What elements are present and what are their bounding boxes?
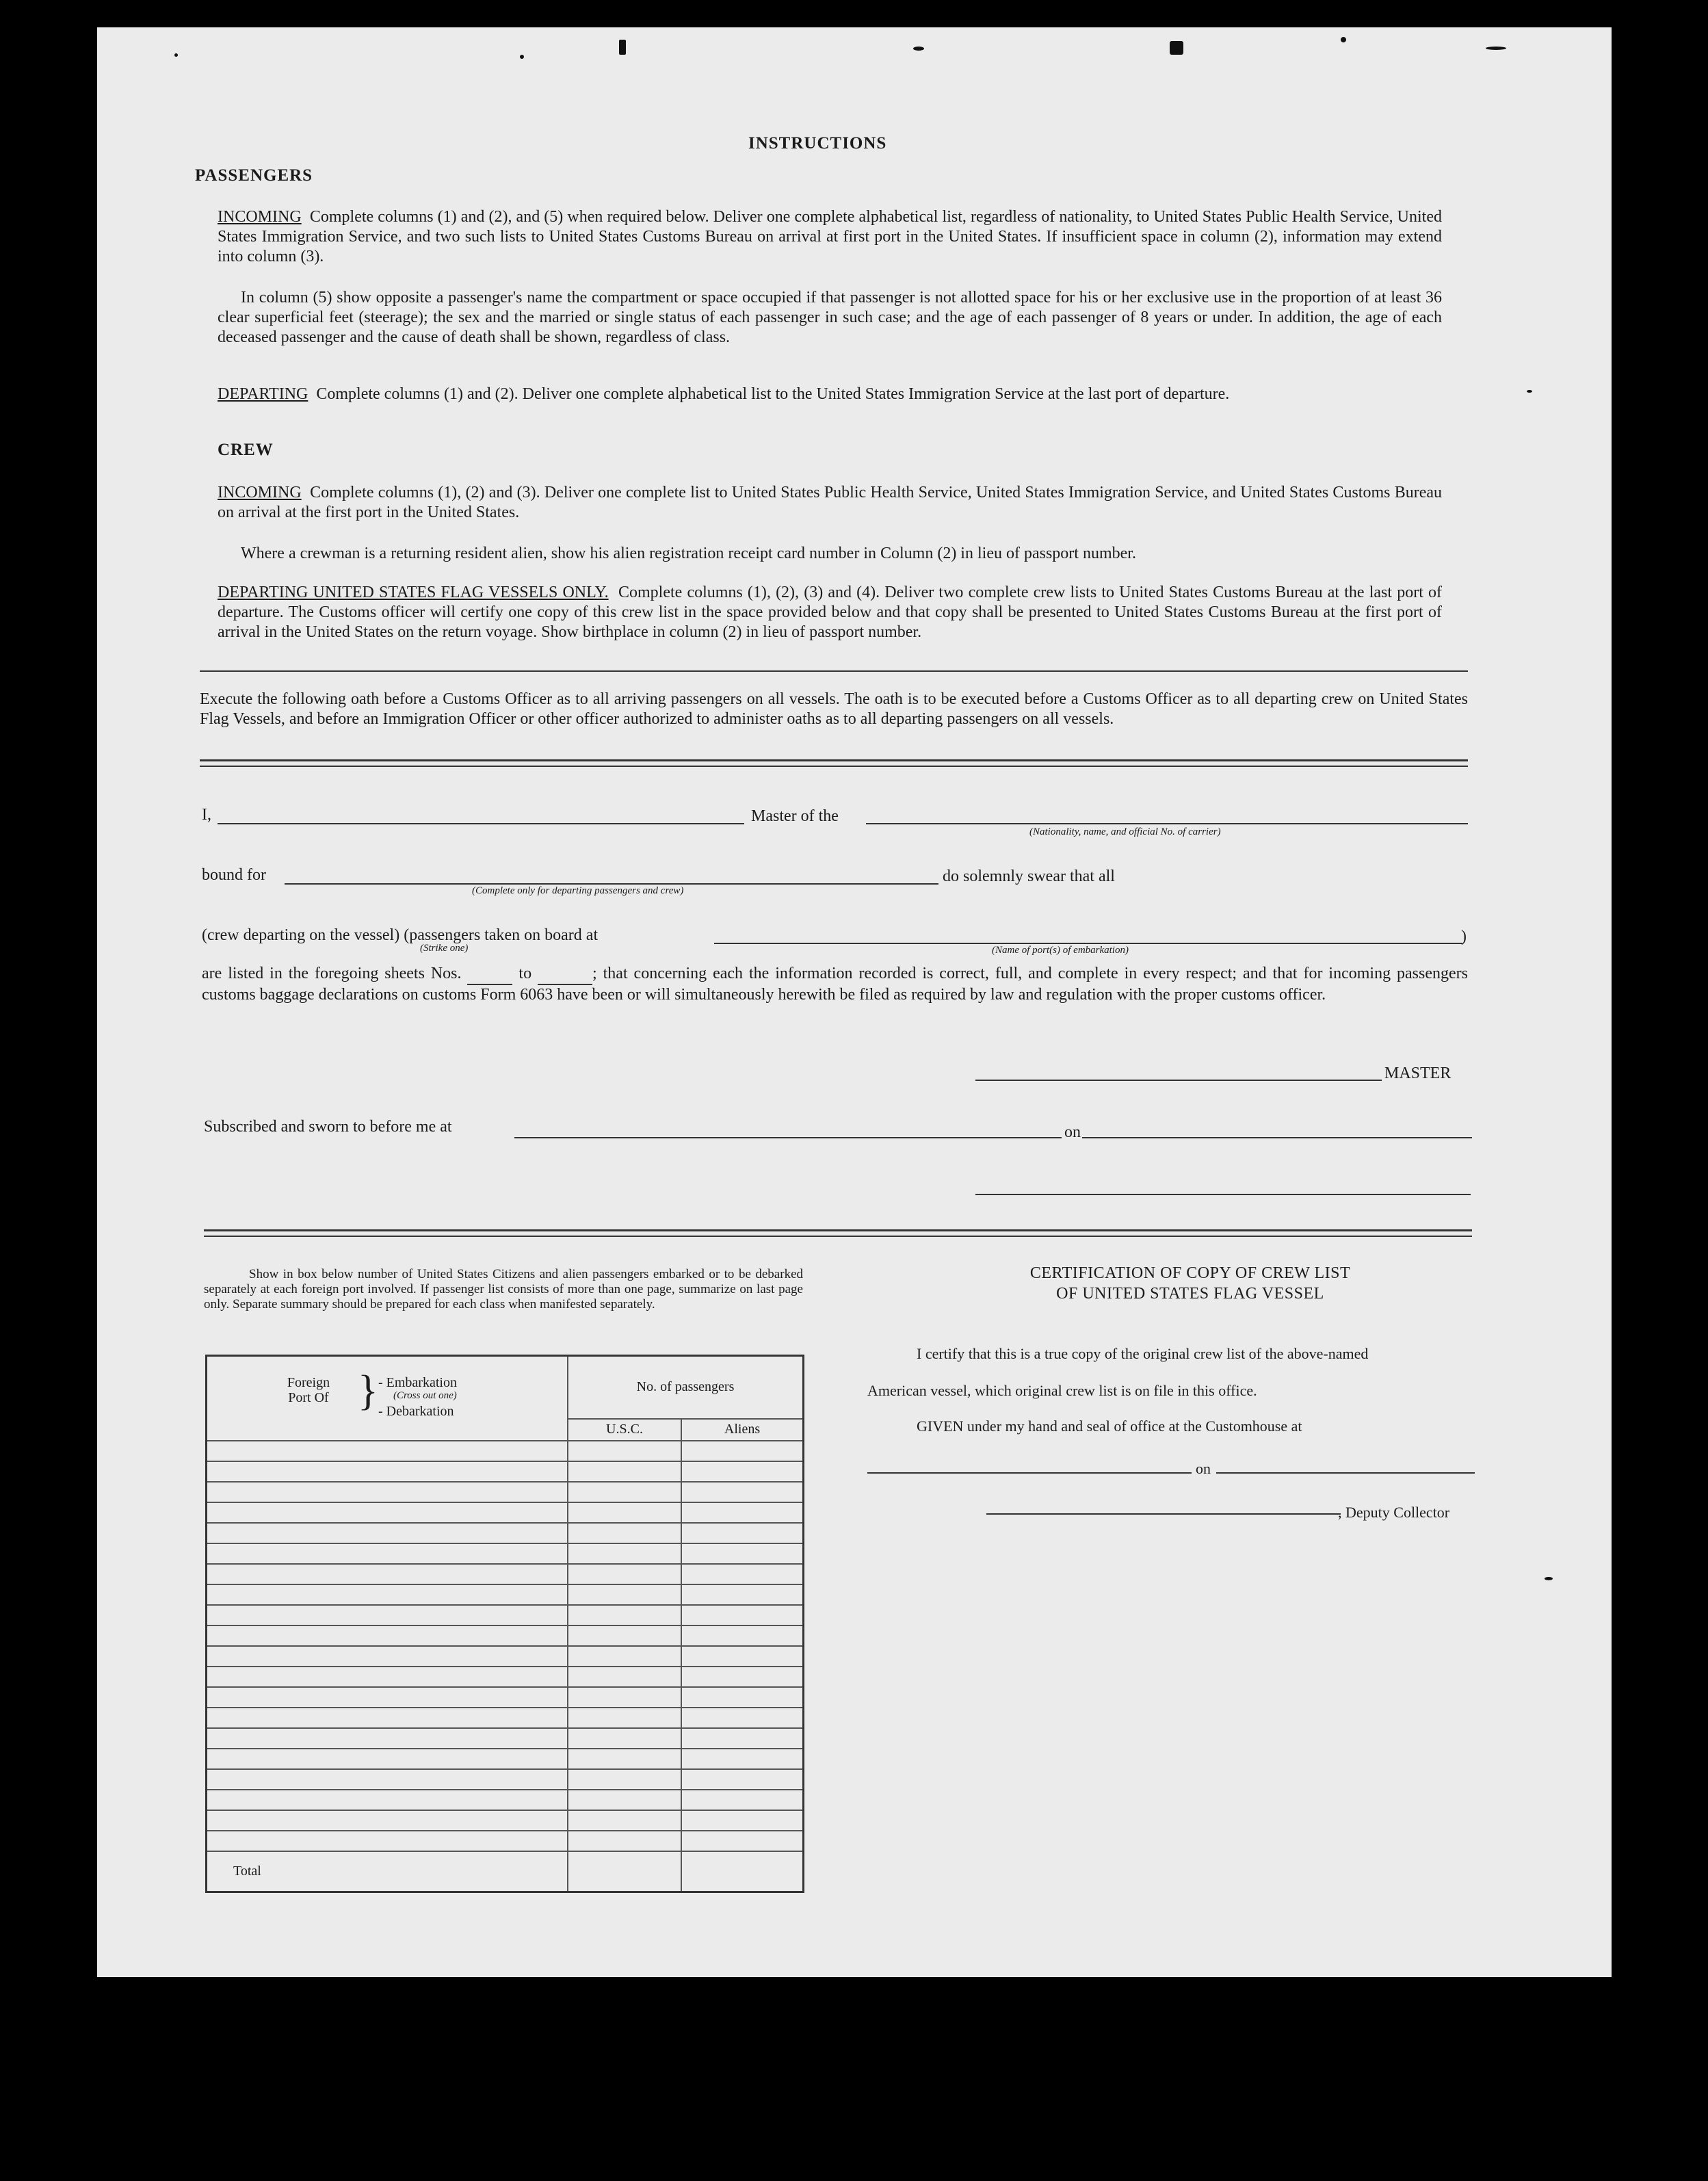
aliens-cell[interactable]: [681, 1708, 804, 1728]
flag-vessels-label: DEPARTING UNITED STATES FLAG VESSELS ONLY.: [218, 584, 609, 601]
flag-vessels-text: Complete columns (1), (2), (3) and (4). Deliver two complete crew lists to United States Customs Bureau at the last port of departure. The Customs officer will certify one copy of this crew list in the space provided below and that copy shall be presented to United States Customs Bureau at the first port of arrival in the United States on the return voyage. Show birthplace in column (2) in lieu of passport number.: [218, 584, 1443, 641]
flag-vessels-paragraph: [218, 583, 1442, 642]
aliens-cell[interactable]: [681, 1584, 804, 1605]
port-cell[interactable]: [207, 1502, 568, 1523]
given-text: GIVEN under my hand and seal of office at the Customhouse at: [917, 1418, 1302, 1435]
aliens-cell[interactable]: [681, 1769, 804, 1790]
usc-cell[interactable]: [568, 1769, 681, 1790]
listed-text-2: ; that concerning each the information recorded is correct, full, and complete in every respect; and that for incoming passengers customs baggage declarations on customs Form 6063 have been or will simultaneously herewith be filed as required by law and regulation with the proper customs officer.: [202, 965, 1468, 1004]
aliens-cell[interactable]: [681, 1543, 804, 1564]
usc-cell[interactable]: [568, 1625, 681, 1646]
master-signature-field[interactable]: [975, 1080, 1382, 1081]
sworn-date-field[interactable]: [1082, 1137, 1472, 1138]
usc-cell[interactable]: [568, 1687, 681, 1708]
strike-one-caption: (Strike one): [420, 943, 469, 954]
usc-cell[interactable]: [568, 1482, 681, 1502]
brace-icon: }: [358, 1367, 378, 1414]
oath-rule-bottom: [200, 766, 1468, 767]
passengers-heading: PASSENGERS: [195, 166, 313, 185]
usc-cell[interactable]: [568, 1831, 681, 1851]
port-cell[interactable]: [207, 1687, 568, 1708]
summary-rule-top: [204, 1229, 1472, 1231]
cert-on-label: on: [1196, 1460, 1211, 1477]
usc-cell[interactable]: [568, 1543, 681, 1564]
customhouse-field[interactable]: [867, 1472, 1192, 1474]
section-divider: [200, 670, 1468, 672]
aliens-cell[interactable]: [681, 1523, 804, 1543]
subscribed-label: Subscribed and sworn to before me at: [204, 1118, 452, 1136]
usc-cell[interactable]: [568, 1584, 681, 1605]
aliens-cell[interactable]: [681, 1728, 804, 1749]
crew-incoming-paragraph: [218, 483, 1442, 523]
sheet-from-field[interactable]: [467, 964, 512, 985]
usc-cell[interactable]: [568, 1810, 681, 1831]
ports-caption: (Name of port(s) of embarkation): [992, 945, 1129, 956]
aliens-cell[interactable]: [681, 1564, 804, 1584]
port-cell[interactable]: [207, 1482, 568, 1502]
aliens-cell[interactable]: [681, 1441, 804, 1461]
listed-text-1: are listed in the foregoing sheets Nos.: [202, 965, 462, 982]
crewman-paragraph: Where a crewman is a returning resident alien, show his alien registration receipt card number in Column (2) in lieu of passport number.: [241, 545, 1136, 562]
total-label: Total: [207, 1851, 568, 1892]
nationality-caption: (Nationality, name, and official No. of carrier): [1029, 826, 1221, 837]
aliens-header: Aliens: [681, 1419, 804, 1441]
usc-cell[interactable]: [568, 1523, 681, 1543]
foreign-port-of-label: Foreign Port Of: [287, 1374, 330, 1405]
summary-rule-bottom: [204, 1236, 1472, 1237]
close-paren: ): [1461, 928, 1467, 945]
port-cell[interactable]: [207, 1646, 568, 1667]
port-cell[interactable]: [207, 1749, 568, 1769]
aliens-cell[interactable]: [681, 1646, 804, 1667]
usc-cell[interactable]: [568, 1646, 681, 1667]
usc-cell[interactable]: [568, 1667, 681, 1687]
certify-line-2: American vessel, which original crew list is on file in this office.: [867, 1382, 1257, 1399]
crew-heading: CREW: [218, 441, 274, 459]
solemnly-swear-text: do solemnly swear that all: [943, 867, 1115, 885]
complete-only-caption: (Complete only for departing passengers and crew): [472, 885, 684, 896]
certification-title: [917, 1263, 1464, 1304]
aliens-cell[interactable]: [681, 1810, 804, 1831]
aliens-cell[interactable]: [681, 1605, 804, 1625]
aliens-cell[interactable]: [681, 1667, 804, 1687]
aliens-cell[interactable]: [681, 1687, 804, 1708]
port-cell[interactable]: [207, 1461, 568, 1482]
deputy-signature-field[interactable]: [986, 1513, 1341, 1515]
instructions-title: INSTRUCTIONS: [748, 134, 887, 153]
certification-title-line-2: OF UNITED STATES FLAG VESSEL: [1056, 1285, 1324, 1303]
departing-text: Complete columns (1) and (2). Deliver one complete alphabetical list to the United States Immigration Service at the last port of departure.: [316, 385, 1230, 403]
aliens-cell[interactable]: [681, 1749, 804, 1769]
embarkation-label: - Embarkation: [378, 1374, 457, 1390]
carrier-field[interactable]: [866, 823, 1468, 824]
aliens-cell[interactable]: [681, 1831, 804, 1851]
aliens-cell[interactable]: [681, 1482, 804, 1502]
cert-date-field[interactable]: [1216, 1472, 1475, 1474]
port-cell[interactable]: [207, 1790, 568, 1810]
port-cell[interactable]: [207, 1584, 568, 1605]
aliens-cell[interactable]: [681, 1790, 804, 1810]
usc-cell[interactable]: [568, 1728, 681, 1749]
officer-signature-field[interactable]: [975, 1194, 1471, 1195]
usc-cell[interactable]: [568, 1749, 681, 1769]
usc-cell[interactable]: [568, 1708, 681, 1728]
sheet-to-field[interactable]: [538, 964, 592, 985]
total-usc-cell[interactable]: [568, 1851, 681, 1892]
departing-label: DEPARTING: [218, 385, 308, 403]
sworn-place-field[interactable]: [514, 1137, 1062, 1138]
aliens-cell[interactable]: [681, 1502, 804, 1523]
cross-out-caption: (Cross out one): [393, 1389, 457, 1401]
port-cell[interactable]: [207, 1605, 568, 1625]
port-cell[interactable]: [207, 1728, 568, 1749]
oath-rule-top: [200, 759, 1468, 761]
port-cell[interactable]: [207, 1708, 568, 1728]
ports-embarkation-field[interactable]: [714, 943, 1462, 944]
crew-departing-text: (crew departing on the vessel) (passengers taken on board at: [202, 926, 599, 944]
port-cell[interactable]: [207, 1625, 568, 1646]
master-of-the-label: Master of the: [751, 807, 839, 825]
bound-for-label: bound for: [202, 866, 266, 884]
usc-header: U.S.C.: [568, 1419, 681, 1441]
passenger-summary-table: [205, 1355, 804, 1893]
usc-cell[interactable]: [568, 1605, 681, 1625]
usc-cell[interactable]: [568, 1461, 681, 1482]
listed-paragraph: [202, 964, 1468, 1005]
total-aliens-cell[interactable]: [681, 1851, 804, 1892]
column-5-paragraph: In column (5) show opposite a passenger's name the compartment or space occupied if that passenger is not allotted space for his or her exclusive use in the proportion of at least 36 clear superficial feet (steerage); the sex and the married or single status of each passenger in such case; and the age of each passenger of 8 years or under. In addition, the age of each deceased passenger and the cause of death shall be shown, regardless of class.: [218, 289, 1442, 346]
usc-cell[interactable]: [568, 1502, 681, 1523]
crew-incoming-label: INCOMING: [218, 484, 302, 501]
usc-cell[interactable]: [568, 1790, 681, 1810]
master-name-field[interactable]: [218, 823, 744, 824]
port-cell[interactable]: [207, 1831, 568, 1851]
oath-intro: Execute the following oath before a Customs Officer as to all arriving passengers on all vessels. The oath is to be executed before a Customs Officer as to all departing crew on United States Flag Vessels, and before an Immigration Officer or other officer authorized to administer oaths as to all departing passengers on all vessels.: [200, 690, 1468, 728]
bound-for-field[interactable]: [285, 883, 938, 885]
sworn-on-label: on: [1064, 1123, 1081, 1141]
deputy-collector-label: , Deputy Collector: [1338, 1504, 1450, 1521]
debarkation-label: - Debarkation: [378, 1403, 454, 1419]
aliens-cell[interactable]: [681, 1461, 804, 1482]
usc-cell[interactable]: [568, 1441, 681, 1461]
to-label: to: [518, 965, 532, 982]
passengers-departing-paragraph: [218, 384, 1442, 404]
port-cell[interactable]: [207, 1543, 568, 1564]
oath-i-label: I,: [202, 806, 211, 824]
port-cell[interactable]: [207, 1441, 568, 1461]
usc-cell[interactable]: [568, 1564, 681, 1584]
master-label: MASTER: [1384, 1065, 1451, 1082]
incoming-text: Complete columns (1) and (2), and (5) when required below. Deliver one complete alphabetical list, regardless of nationality, to United States Public Health Service, United States Immigration Service, and two such lists to United States Customs Bureau on arrival at first port in the United States. If insufficient space in column (2), information may extend into column (3).: [218, 208, 1443, 265]
port-cell[interactable]: [207, 1810, 568, 1831]
aliens-cell[interactable]: [681, 1625, 804, 1646]
port-cell[interactable]: [207, 1523, 568, 1543]
port-cell[interactable]: [207, 1667, 568, 1687]
no-of-passengers-header: No. of passengers: [568, 1356, 804, 1419]
passengers-incoming-paragraph: [218, 207, 1442, 267]
certify-line-1: I certify that this is a true copy of the original crew list of the above-named: [917, 1345, 1369, 1362]
certification-title-line-1: CERTIFICATION OF COPY OF CREW LIST: [1029, 1264, 1351, 1282]
port-cell[interactable]: [207, 1769, 568, 1790]
foreign-port-header: [207, 1356, 568, 1441]
port-cell[interactable]: [207, 1564, 568, 1584]
incoming-label: INCOMING: [218, 208, 302, 226]
crew-incoming-text: Complete columns (1), (2) and (3). Deliver one complete list to United States Public Health Service, United States Immigration Service, and United States Customs Bureau on arrival at the first port in the United States.: [218, 484, 1443, 521]
summary-instructions: Show in box below number of United States Citizens and alien passengers embarked or to be debarked separately at each foreign port involved. If passenger list consists of more than one page, summarize on last page only. Separate summary should be prepared for each class when manifested separately.: [204, 1267, 803, 1311]
